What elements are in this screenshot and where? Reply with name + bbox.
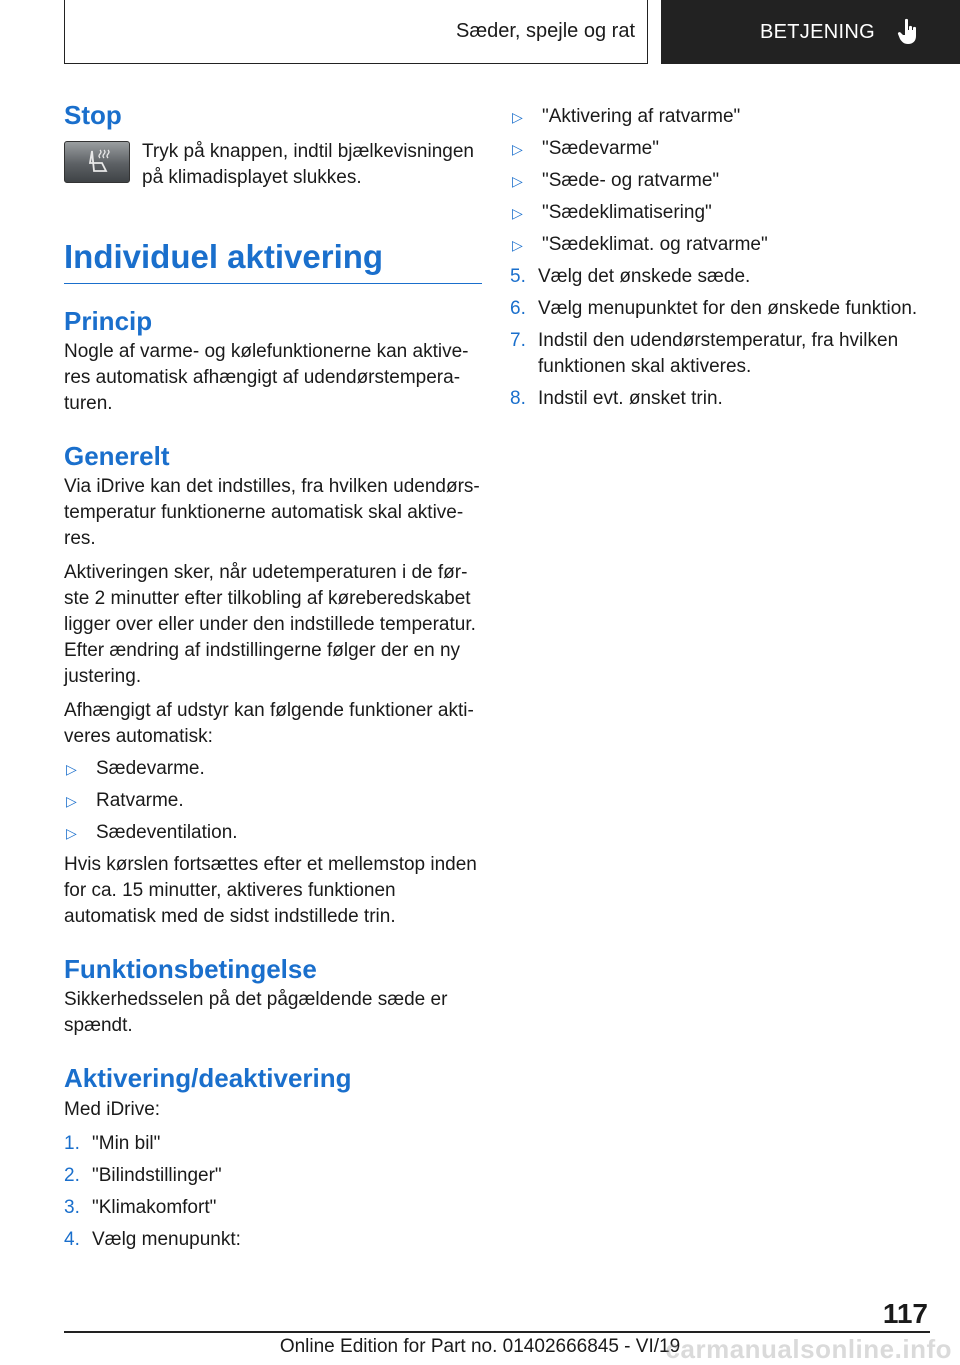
left-column	[64, 100, 482, 1259]
watermark: carmanualsonline.info	[665, 1334, 952, 1364]
triangle-bullet-icon: ▷	[66, 825, 77, 842]
stop-heading: Stop	[64, 100, 122, 130]
right-column	[510, 104, 930, 418]
aktivering-intro: Med iDrive:	[64, 1098, 161, 1120]
generelt-paragraph-4: Hvis kørslen fortsættes efter et mellemstop inden for ca. 15 minutter, aktiveres funktionen automatisk med de sidst indstillede trin.	[64, 854, 477, 928]
triangle-bullet-icon: ▷	[512, 141, 523, 157]
list-item: 3. "Klimakomfort"	[64, 1196, 217, 1218]
list-item: ▷ Ratvarme.	[64, 788, 482, 814]
stop-text: Tryk på knappen, indtil bjælkevisningen på klimadisplayet slukkes.	[142, 141, 474, 189]
generelt-bullet-list	[64, 756, 482, 846]
aktivering-steps-continued	[510, 264, 930, 412]
generelt-heading: Generelt	[64, 440, 170, 471]
list-item: 1. "Min bil"	[64, 1132, 161, 1154]
page-number: 117	[882, 1298, 928, 1329]
list-item: 7. Indstil den udendørstemperatur, fra hvilken funktionen skal aktiveres.	[510, 330, 899, 377]
funktionsbetingelse-text: Sikkerhedsselen på det pågældende sæde er spændt.	[64, 989, 448, 1037]
list-item: ▷ Sædevarme.	[64, 756, 482, 782]
header-section-title: Sæder, spejle og rat	[456, 20, 635, 42]
princip-heading: Princip	[64, 305, 153, 336]
triangle-bullet-icon: ▷	[66, 793, 77, 810]
list-item: 2. "Bilindstillinger"	[64, 1164, 222, 1186]
chapter-title: Individuel aktivering	[64, 237, 482, 284]
triangle-bullet-icon: ▷	[66, 761, 77, 778]
list-item: 8. Indstil evt. ønsket trin.	[510, 388, 723, 409]
triangle-bullet-icon: ▷	[512, 237, 523, 253]
generelt-paragraph-2: Aktiveringen sker, når udetemperaturen i de første 2 minutter efter tilkobling af køreberedskabet ligger over eller under den indstillede temperatur. Efter ændring af indstillingerne følger der en ny justering.	[64, 562, 476, 688]
funktionsbetingelse-heading: Funktionsbetingelse	[64, 954, 317, 985]
list-item: ▷ "Sæde- og ratvarme"	[510, 168, 930, 194]
princip-text: Nogle af varme- og kølefunktionerne kan aktiveres automatisk afhængigt af udendørstemperaturen.	[64, 340, 469, 414]
list-item: 6. Vælg menupunktet for den ønskede funktion.	[510, 298, 918, 319]
list-item: 4. Vælg menupunkt:	[64, 1228, 241, 1250]
aktivering-steps	[64, 1131, 482, 1253]
header-section-tab	[64, 0, 648, 64]
header-chapter-tab	[661, 0, 960, 64]
triangle-bullet-icon: ▷	[512, 173, 523, 189]
list-item: ▷ "Sædevarme"	[510, 136, 930, 162]
generelt-paragraph-3: Afhængigt af udstyr kan følgende funktioner aktiveres automatisk:	[64, 700, 474, 748]
triangle-bullet-icon: ▷	[512, 205, 523, 221]
triangle-bullet-icon: ▷	[512, 109, 523, 125]
list-item: ▷ "Sædeklimat. og ratvarme"	[510, 232, 930, 258]
stop-row	[64, 139, 482, 191]
list-item: ▷ Sædeventilation.	[64, 820, 482, 846]
footer-edition: Online Edition for Part no. 01402666845 - VI/19	[279, 1336, 681, 1357]
generelt-paragraph-1: Via iDrive kan det indstilles, fra hvilken udendørstemperatur funktionerne automatisk skal aktiveres.	[64, 476, 480, 550]
hand-pointer-icon	[897, 18, 919, 46]
aktivering-heading: Aktivering/deaktivering	[64, 1063, 352, 1094]
list-item: ▷ "Aktivering af ratvarme"	[510, 104, 930, 130]
list-item: 5. Vælg det ønskede sæde.	[510, 266, 751, 287]
list-item: ▷ "Sædeklimatisering"	[510, 200, 930, 226]
menu-option-list	[510, 104, 930, 258]
header-chapter-title: BETJENING	[760, 20, 875, 43]
footer-divider	[64, 1331, 930, 1333]
seat-heating-button-icon	[64, 141, 130, 183]
